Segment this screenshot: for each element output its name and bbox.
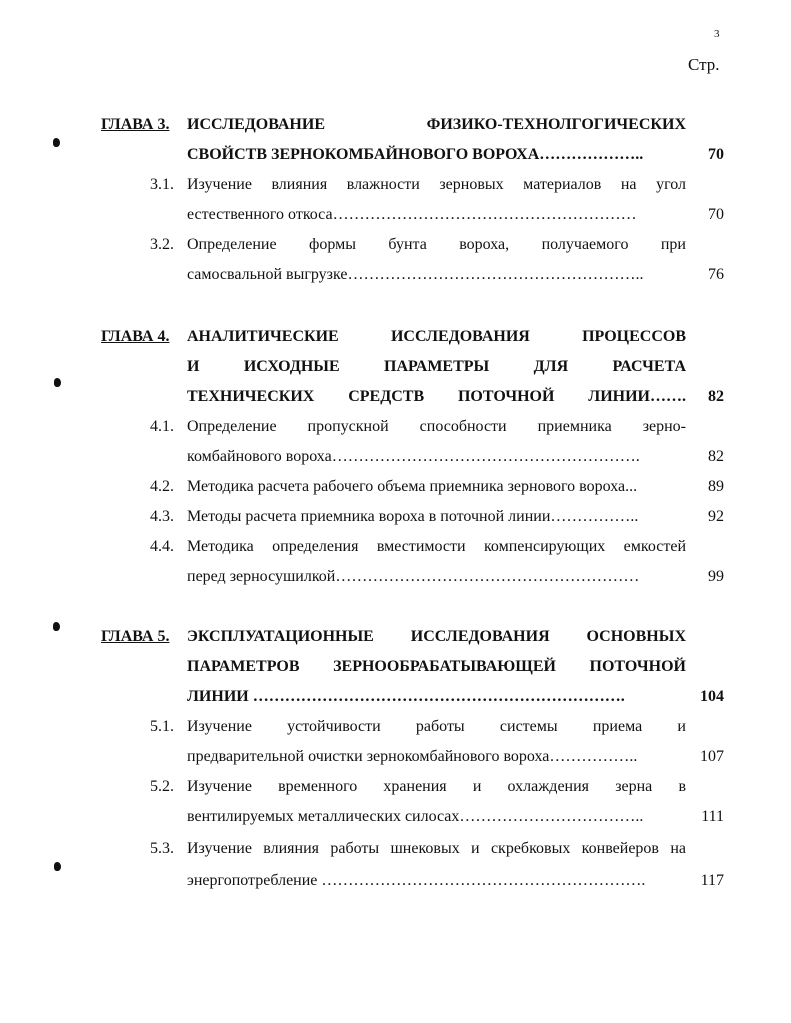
section-number: 5.3. — [150, 840, 174, 857]
section-line: вентилируемых металлических силосах…………………………….. — [187, 808, 644, 825]
chapter-page: 82 — [708, 388, 724, 405]
chapter-page: 104 — [700, 688, 724, 705]
section-page: 70 — [708, 206, 724, 223]
section-line: Изучение временного хранения и охлаждения зерна в — [187, 778, 686, 795]
section-number: 5.2. — [150, 778, 174, 795]
section-number: 4.1. — [150, 418, 174, 435]
section-line: комбайнового вороха…………………………………………………. — [187, 448, 640, 465]
section-line: Методика расчета рабочего объема приемника зернового вороха... — [187, 478, 638, 495]
binder-mark — [53, 622, 60, 631]
page-number: 3 — [714, 28, 720, 40]
chapter-title-line: СВОЙСТВ ЗЕРНОКОМБАЙНОВОГО ВОРОХА……………….. — [187, 146, 644, 163]
section-number: 3.2. — [150, 236, 174, 253]
section-line: самосвальной выгрузке……………………………………………….. — [187, 266, 644, 283]
section-page: 111 — [701, 808, 724, 825]
section-page: 99 — [708, 568, 724, 585]
chapter-title-line: ТЕХНИЧЕСКИХ СРЕДСТВ ПОТОЧНОЙ ЛИНИИ……. — [187, 388, 686, 405]
section-line: Методы расчета приемника вороха в поточной линии…………….. — [187, 508, 639, 525]
chapter-page: 70 — [708, 146, 724, 163]
section-line: энергопотребление ……………………………………………………. — [187, 872, 646, 889]
binder-mark — [54, 378, 61, 387]
chapter-title-line: АНАЛИТИЧЕСКИЕ ИССЛЕДОВАНИЯ ПРОЦЕССОВ — [187, 328, 686, 345]
section-line: Изучение влияния влажности зерновых материалов на угол — [187, 176, 686, 193]
section-line: перед зерносушилкой………………………………………………… — [187, 568, 640, 585]
section-page: 92 — [708, 508, 724, 525]
section-number: 3.1. — [150, 176, 174, 193]
section-page: 107 — [700, 748, 724, 765]
binder-mark — [53, 138, 60, 147]
section-number: 4.3. — [150, 508, 174, 525]
chapter-title-line: И ИСХОДНЫЕ ПАРАМЕТРЫ ДЛЯ РАСЧЕТА — [187, 358, 686, 375]
section-page: 76 — [708, 266, 724, 283]
chapter-title-line: ПАРАМЕТРОВ ЗЕРНООБРАБАТЫВАЮЩЕЙ ПОТОЧНОЙ — [187, 658, 686, 675]
page-column-label: Стр. — [688, 55, 720, 74]
section-line: предварительной очистки зернокомбайнового вороха…………….. — [187, 748, 638, 765]
section-number: 4.4. — [150, 538, 174, 555]
section-line: Определение формы бунта вороха, получаемого при — [187, 236, 686, 253]
chapter-label: ГЛАВА 4. — [101, 328, 170, 345]
chapter-label: ГЛАВА 3. — [101, 116, 170, 133]
section-line: Определение пропускной способности приемника зерно- — [187, 418, 686, 435]
section-line: Изучение влияния работы шнековых и скребковых конвейеров на — [187, 840, 686, 857]
section-number: 5.1. — [150, 718, 174, 735]
section-page: 82 — [708, 448, 724, 465]
binder-mark — [54, 862, 61, 871]
chapter-title-line: ЭКСПЛУАТАЦИОННЫЕ ИССЛЕДОВАНИЯ ОСНОВНЫХ — [187, 628, 686, 645]
chapter-label: ГЛАВА 5. — [101, 628, 170, 645]
section-line: Методика определения вместимости компенсирующих емкостей — [187, 538, 686, 555]
section-line: естественного откоса………………………………………………… — [187, 206, 637, 223]
chapter-title-line: ЛИНИИ ……………………………………………………………. — [187, 688, 625, 705]
section-number: 4.2. — [150, 478, 174, 495]
chapter-title-line: ИССЛЕДОВАНИЕ ФИЗИКО-ТЕХНОЛГОГИЧЕСКИХ — [187, 116, 686, 133]
section-line: Изучение устойчивости работы системы приема и — [187, 718, 686, 735]
section-page: 89 — [708, 478, 724, 495]
section-page: 117 — [700, 872, 724, 889]
